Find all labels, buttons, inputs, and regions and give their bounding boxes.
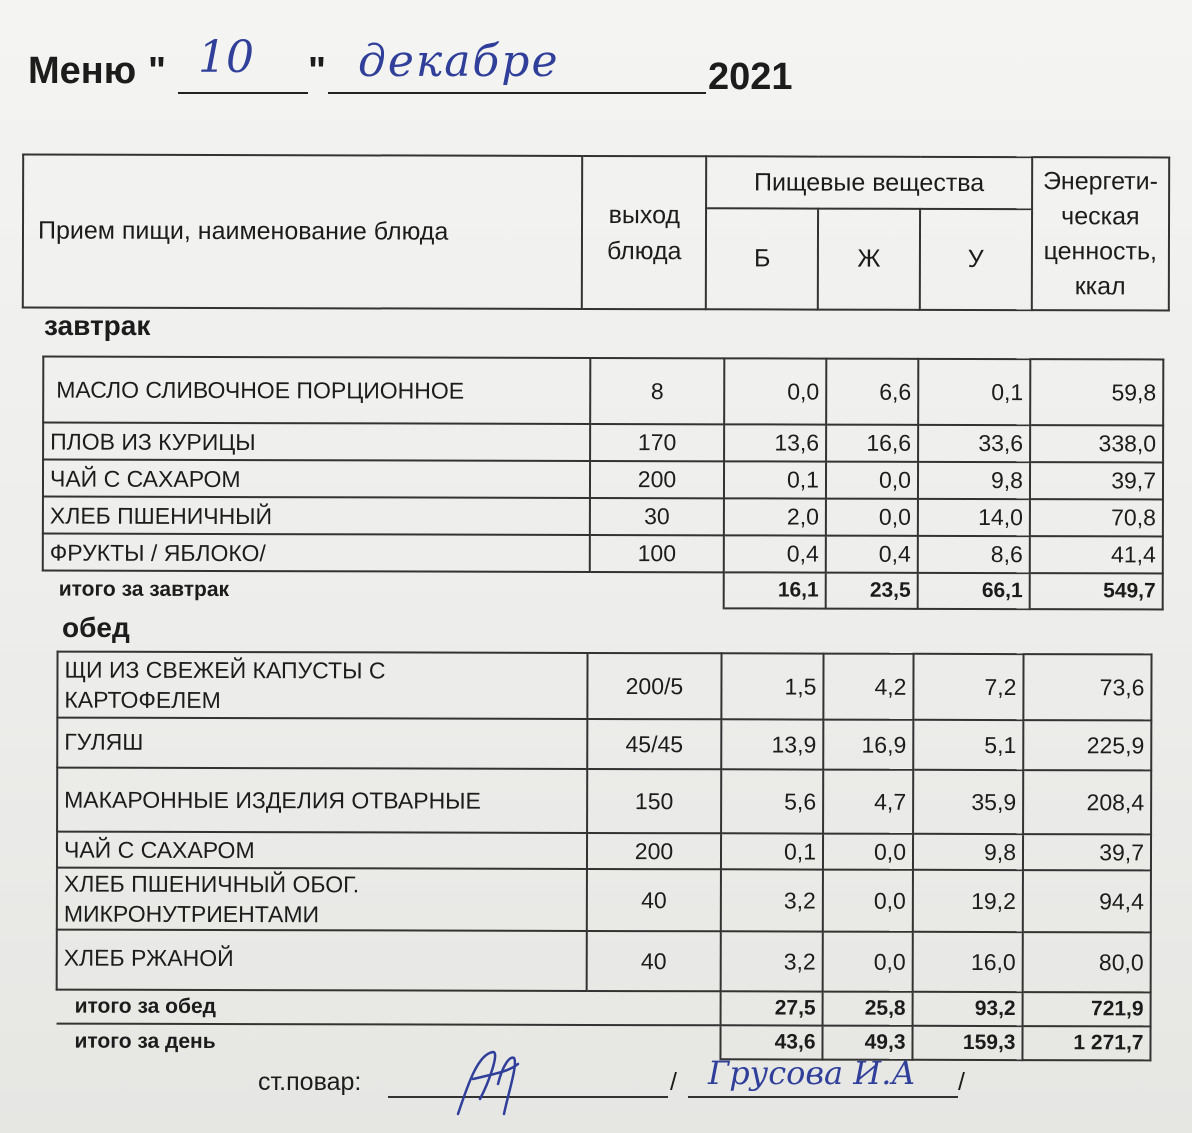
dish-name: МАКАРОННЫЕ ИЗДЕЛИЯ ОТВАРНЫЕ bbox=[57, 768, 587, 833]
dish-fats: 16,6 bbox=[826, 425, 918, 462]
table-row bbox=[57, 768, 1151, 835]
dish-carbs: 5,1 bbox=[913, 720, 1023, 770]
dish-name: ЧАЙ С САХАРОМ bbox=[57, 832, 587, 869]
slash-separator: / bbox=[958, 1068, 965, 1096]
dish-proteins: 5,6 bbox=[721, 769, 823, 833]
dish-name: ПЛОВ ИЗ КУРИЦЫ bbox=[43, 423, 590, 461]
dish-output: 200/5 bbox=[587, 653, 721, 719]
month-blank-line bbox=[328, 92, 706, 94]
dish-kcal: 59,8 bbox=[1030, 359, 1163, 425]
dish-output: 170 bbox=[590, 424, 724, 461]
table-row bbox=[57, 868, 1151, 933]
dish-output: 200 bbox=[587, 833, 721, 869]
total-proteins: 16,1 bbox=[724, 572, 826, 608]
table-row bbox=[43, 423, 1163, 463]
total-fats: 25,8 bbox=[823, 992, 913, 1026]
dish-name bbox=[57, 868, 587, 931]
dish-fats: 0,0 bbox=[823, 870, 913, 932]
dish-carbs: 9,8 bbox=[918, 462, 1030, 499]
dish-proteins: 0,0 bbox=[724, 358, 826, 424]
dish-carbs: 33,6 bbox=[918, 425, 1030, 462]
handwritten-chef-name: Грусова И.А bbox=[708, 1054, 916, 1092]
dish-proteins: 2,0 bbox=[724, 498, 826, 535]
chef-label: ст.повар: bbox=[258, 1068, 362, 1096]
dish-output: 40 bbox=[587, 931, 721, 991]
day-total-kcal: 1 271,7 bbox=[1022, 1026, 1150, 1060]
dish-name-line: МИКРОНУТРИЕНТАМИ bbox=[63, 900, 320, 928]
dish-name: ХЛЕБ РЖАНОЙ bbox=[57, 930, 587, 991]
dish-proteins: 0,4 bbox=[724, 535, 826, 572]
lunch-table bbox=[55, 651, 1152, 1062]
header-energy: Энергети-ческая ценность, ккал bbox=[1031, 157, 1169, 310]
dish-carbs: 0,1 bbox=[918, 359, 1030, 425]
dish-name: ХЛЕБ ПШЕНИЧНЫЙ bbox=[43, 497, 590, 535]
table-row bbox=[43, 497, 1163, 537]
dish-proteins: 3,2 bbox=[721, 869, 823, 931]
table-row bbox=[57, 652, 1151, 721]
handwritten-month: декабре bbox=[358, 36, 560, 87]
dish-proteins: 0,1 bbox=[721, 833, 823, 869]
dish-name-line: КАРТОФЕЛЕМ bbox=[64, 686, 221, 713]
header-carbs: У bbox=[920, 209, 1032, 310]
day-blank-line bbox=[178, 92, 308, 94]
header-dish-name: Прием пищи, наименование блюда bbox=[23, 155, 583, 309]
table-row bbox=[57, 718, 1151, 771]
dish-kcal: 70,8 bbox=[1030, 499, 1163, 536]
dish-name bbox=[57, 652, 587, 719]
dish-carbs: 19,2 bbox=[913, 870, 1023, 932]
table-row bbox=[43, 460, 1163, 500]
dish-fats: 6,6 bbox=[826, 359, 918, 425]
dish-output: 100 bbox=[590, 535, 724, 572]
section-breakfast-title: завтрак bbox=[44, 310, 151, 341]
header-output: выход блюда bbox=[582, 156, 706, 309]
slash-separator: / bbox=[670, 1068, 677, 1096]
dish-proteins: 0,1 bbox=[724, 461, 826, 498]
menu-title bbox=[28, 32, 828, 110]
dish-fats: 0,0 bbox=[826, 499, 918, 536]
handwritten-signature bbox=[438, 1044, 548, 1124]
day-total-carbs: 159,3 bbox=[912, 1026, 1022, 1060]
dish-carbs: 35,9 bbox=[913, 770, 1023, 834]
dish-kcal: 208,4 bbox=[1023, 770, 1151, 834]
dish-proteins: 3,2 bbox=[721, 931, 823, 991]
dish-fats: 4,7 bbox=[823, 770, 913, 834]
dish-name-line: ХЛЕБ ПШЕНИЧНЫЙ ОБОГ. bbox=[63, 870, 360, 898]
dish-kcal: 94,4 bbox=[1023, 870, 1151, 932]
dish-output: 40 bbox=[587, 869, 721, 931]
dish-output: 45/45 bbox=[587, 719, 721, 769]
menu-label: Меню bbox=[28, 50, 137, 92]
day-total-fats: 49,3 bbox=[822, 1026, 912, 1060]
total-carbs: 66,1 bbox=[918, 573, 1030, 609]
dish-name: ФРУКТЫ / ЯБЛОКО/ bbox=[43, 534, 590, 572]
name-blank-line bbox=[688, 1096, 958, 1098]
dish-proteins: 1,5 bbox=[721, 653, 823, 719]
dish-carbs: 9,8 bbox=[913, 834, 1023, 870]
dish-proteins: 13,9 bbox=[721, 719, 823, 769]
dish-kcal: 73,6 bbox=[1023, 654, 1151, 720]
day-total-row bbox=[56, 1024, 1150, 1061]
quote-close: " bbox=[308, 50, 327, 92]
lunch-total-row bbox=[57, 990, 1151, 1027]
table-row bbox=[57, 832, 1151, 871]
quote-open: " bbox=[148, 50, 167, 92]
breakfast-table bbox=[42, 356, 1165, 611]
total-proteins: 27,5 bbox=[721, 991, 823, 1025]
dish-output: 8 bbox=[590, 358, 724, 424]
menu-header-table bbox=[22, 153, 1170, 311]
dish-fats: 0,0 bbox=[823, 834, 913, 870]
dish-kcal: 39,7 bbox=[1023, 834, 1151, 870]
year: 2021 bbox=[708, 56, 793, 98]
total-label: итого за завтрак bbox=[43, 571, 724, 609]
dish-name: ЧАЙ С САХАРОМ bbox=[43, 460, 590, 498]
table-row bbox=[43, 534, 1163, 574]
header-proteins: Б bbox=[706, 208, 818, 309]
total-kcal: 721,9 bbox=[1023, 992, 1151, 1026]
dish-name: ГУЛЯШ bbox=[57, 718, 587, 769]
dish-fats: 0,4 bbox=[826, 536, 918, 573]
dish-fats: 16,9 bbox=[823, 720, 913, 770]
dish-kcal: 225,9 bbox=[1023, 720, 1151, 770]
dish-fats: 4,2 bbox=[823, 654, 913, 720]
dish-carbs: 8,6 bbox=[918, 536, 1030, 573]
handwritten-day: 10 bbox=[198, 32, 254, 83]
dish-carbs: 16,0 bbox=[913, 932, 1023, 992]
dish-fats: 0,0 bbox=[823, 932, 913, 992]
header-fats: Ж bbox=[818, 209, 920, 310]
total-label: итого за обед bbox=[57, 990, 721, 1026]
dish-name: МАСЛО СЛИВОЧНОЕ ПОРЦИОННОЕ bbox=[43, 357, 590, 424]
breakfast-total-row bbox=[43, 571, 1163, 610]
day-total-proteins: 43,6 bbox=[720, 1025, 822, 1059]
dish-kcal: 39,7 bbox=[1030, 462, 1163, 499]
day-total-label: итого за день bbox=[56, 1024, 720, 1060]
total-carbs: 93,2 bbox=[913, 992, 1023, 1026]
dish-kcal: 41,4 bbox=[1030, 536, 1163, 573]
chef-signature-line bbox=[258, 1054, 978, 1126]
table-row bbox=[43, 357, 1163, 426]
total-kcal: 549,7 bbox=[1030, 573, 1163, 609]
table-row bbox=[57, 930, 1151, 993]
dish-carbs: 7,2 bbox=[913, 654, 1023, 720]
dish-output: 30 bbox=[590, 498, 724, 535]
dish-proteins: 13,6 bbox=[724, 424, 826, 461]
dish-kcal: 80,0 bbox=[1023, 932, 1151, 992]
section-lunch-title: обед bbox=[62, 612, 130, 643]
header-nutrients: Пищевые вещества bbox=[706, 156, 1031, 209]
dish-fats: 0,0 bbox=[826, 462, 918, 499]
total-fats: 23,5 bbox=[826, 573, 918, 609]
dish-output: 150 bbox=[587, 769, 721, 833]
dish-kcal: 338,0 bbox=[1030, 425, 1163, 462]
dish-output: 200 bbox=[590, 461, 724, 498]
dish-carbs: 14,0 bbox=[918, 499, 1030, 536]
dish-name-line: ЩИ ИЗ СВЕЖЕЙ КАПУСТЫ С bbox=[64, 656, 386, 684]
